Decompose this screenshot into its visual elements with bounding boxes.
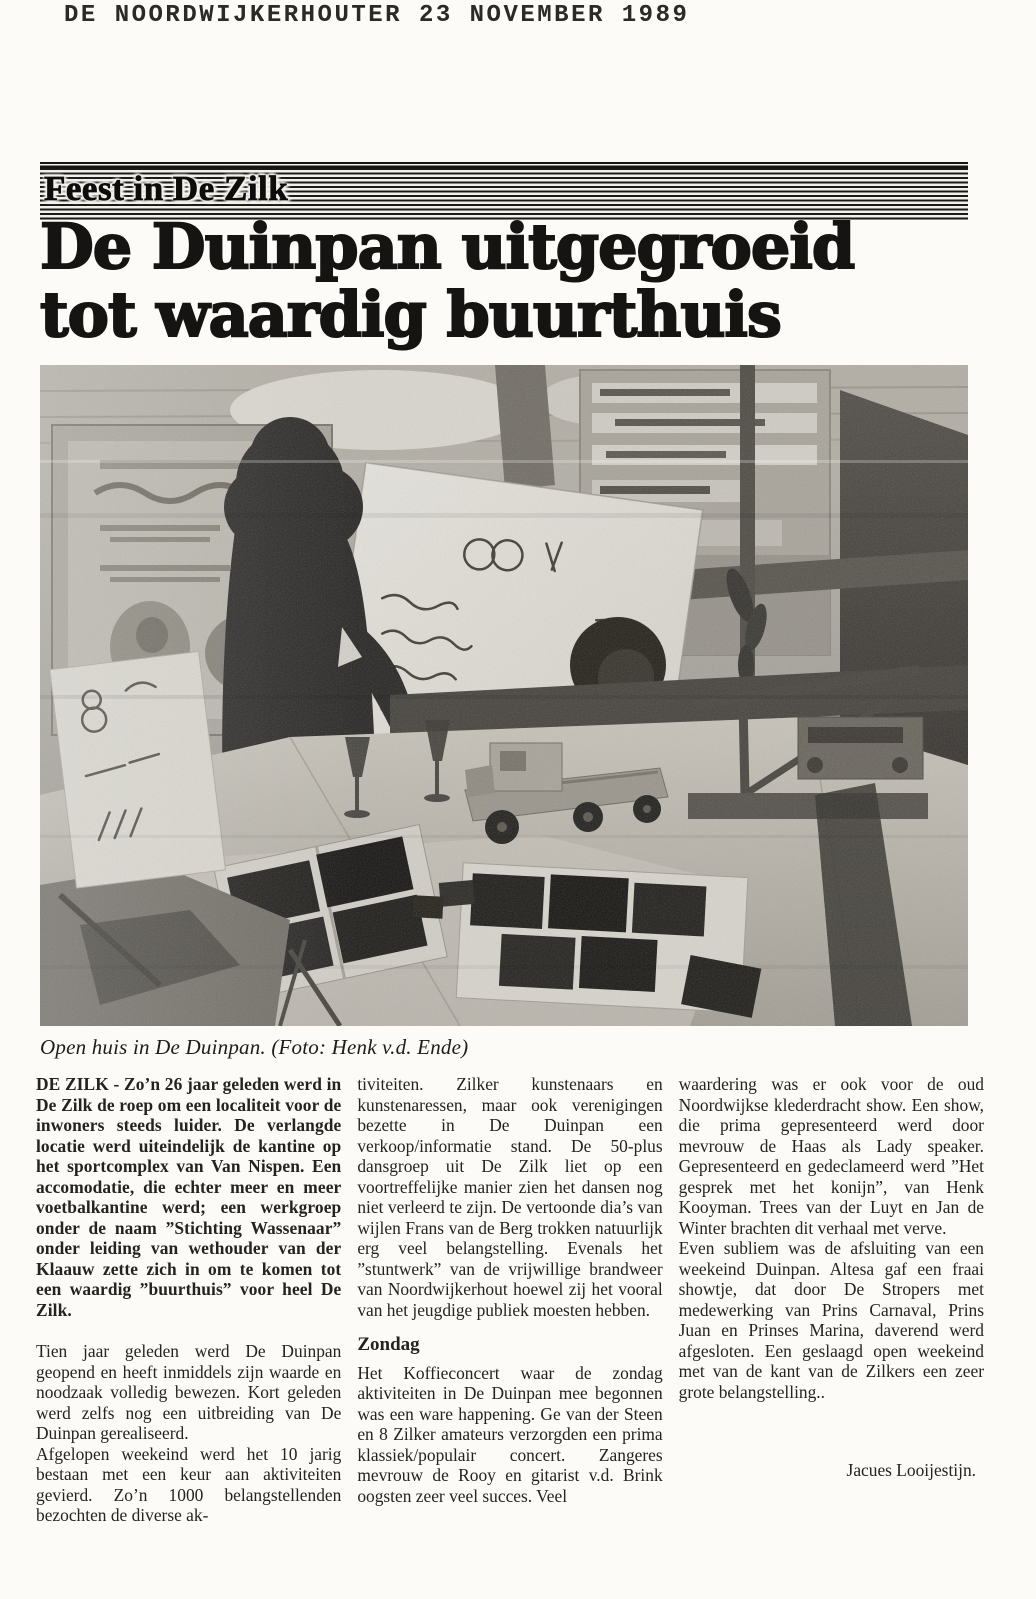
article-headline: [40, 210, 1000, 351]
body-column-1: [36, 1074, 341, 1526]
article-photo: [40, 365, 968, 1026]
body-paragraph: Het Koffieconcert waar de zondag aktiviteiten in De Duinpan mee begonnen was een ware happening. Ge van der Steen en 8 Zilker amateurs verzorgden een prima klassiek/populair concert. Zangeres mevrouw de Rooy en gitarist v.d. Brink oogsten zeer veel succes. Veel: [357, 1362, 663, 1506]
masthead-dateline: DE NOORDWIJKERHOUTER 23 NOVEMBER 1989: [64, 2, 690, 29]
body-column-2: [357, 1074, 662, 1526]
article-body: [36, 1074, 984, 1526]
photo-illustration: [40, 365, 968, 1026]
body-paragraph: Even subliem was de afsluiting van een weekeind Duinpan. Altesa gaf een fraai showtje, dat door De Stropers met medewerking van Prins Carnaval, Prins Juan en Prinses Marina, daverend werd afgesloten. Een geslaagd open weekeind met van de kant van de Zilkers een zeer grote belangstelling..: [678, 1238, 984, 1402]
body-paragraph: tiviteiten. Zilker kunstenaars en kunstenaressen, maar ook verenigingen bezette in De Duinpan een verkoop/informatie stand. De 50-plus dansgroep uit De Zilk liet op een voortreffelijke manier zien het dansen nog niet verleerd te zijn. De vertoonde dia’s van wijlen Frans van de Berg trokken natuurlijk erg veel belangstelling. Evenals het ”stuntwerk” van de vrijwillige brandweer van Noordwijkerhout hoewel zij het vooral van het jeugdige publiek moesten hebben.: [357, 1074, 663, 1320]
body-column-3: [679, 1074, 984, 1526]
photo-caption: Open huis in De Duinpan. (Foto: Henk v.d. Ende): [40, 1035, 469, 1059]
photo-grain: [40, 365, 968, 1026]
body-paragraph: waardering was er ook voor de oud Noordwijkse klederdracht show. Een show, die prima gepresenteerd werd door mevrouw de Haas als Lady speaker. Gepresenteerd en gedeclameerd werd ”Het gesprek met het konijn”, van Henk Kooyman. Trees van der Luyt en Jan de Winter brachten dit verhaal met verve.: [678, 1074, 984, 1238]
body-paragraph: Tien jaar geleden werd De Duinpan geopend en heeft inmiddels zijn waarde en noodzaak volledig bewezen. Kort geleden werd zelfs nog een uitbreiding van De Duinpan gerealiseerd.: [36, 1341, 342, 1443]
subheading-zondag: Zondag: [357, 1334, 420, 1355]
body-paragraph: Afgelopen weekeind werd het 10 jarig bestaan met een keur aan aktiviteiten gevierd. Zo’n 1000 belangstellenden bezochten de diverse ak-: [36, 1443, 342, 1525]
kicker-text: Feest in De Zilk: [44, 169, 289, 208]
byline: Jacues Looijestijn.: [846, 1460, 976, 1480]
headline-line-1: De Duinpan uitgegroeid: [40, 210, 855, 283]
lead-paragraph: DE ZILK - Zo’n 26 jaar geleden werd in De Zilk de roep om een localiteit voor de inwoners steeds luider. De verlangde locatie werd uiteindelijk de kantine op het sportcomplex van Van Nispen. Een accomodatie, die echter meer en meer voetbalkantine werd; een werkgroep onder de naam ”Stichting Wassenaar” onder leiding van wethouder van der Klaauw zette zich in om te komen tot een waardig ”buurthuis” voor heel De Zilk.: [36, 1074, 342, 1320]
headline-line-2: tot waardig buurthuis: [40, 278, 781, 351]
